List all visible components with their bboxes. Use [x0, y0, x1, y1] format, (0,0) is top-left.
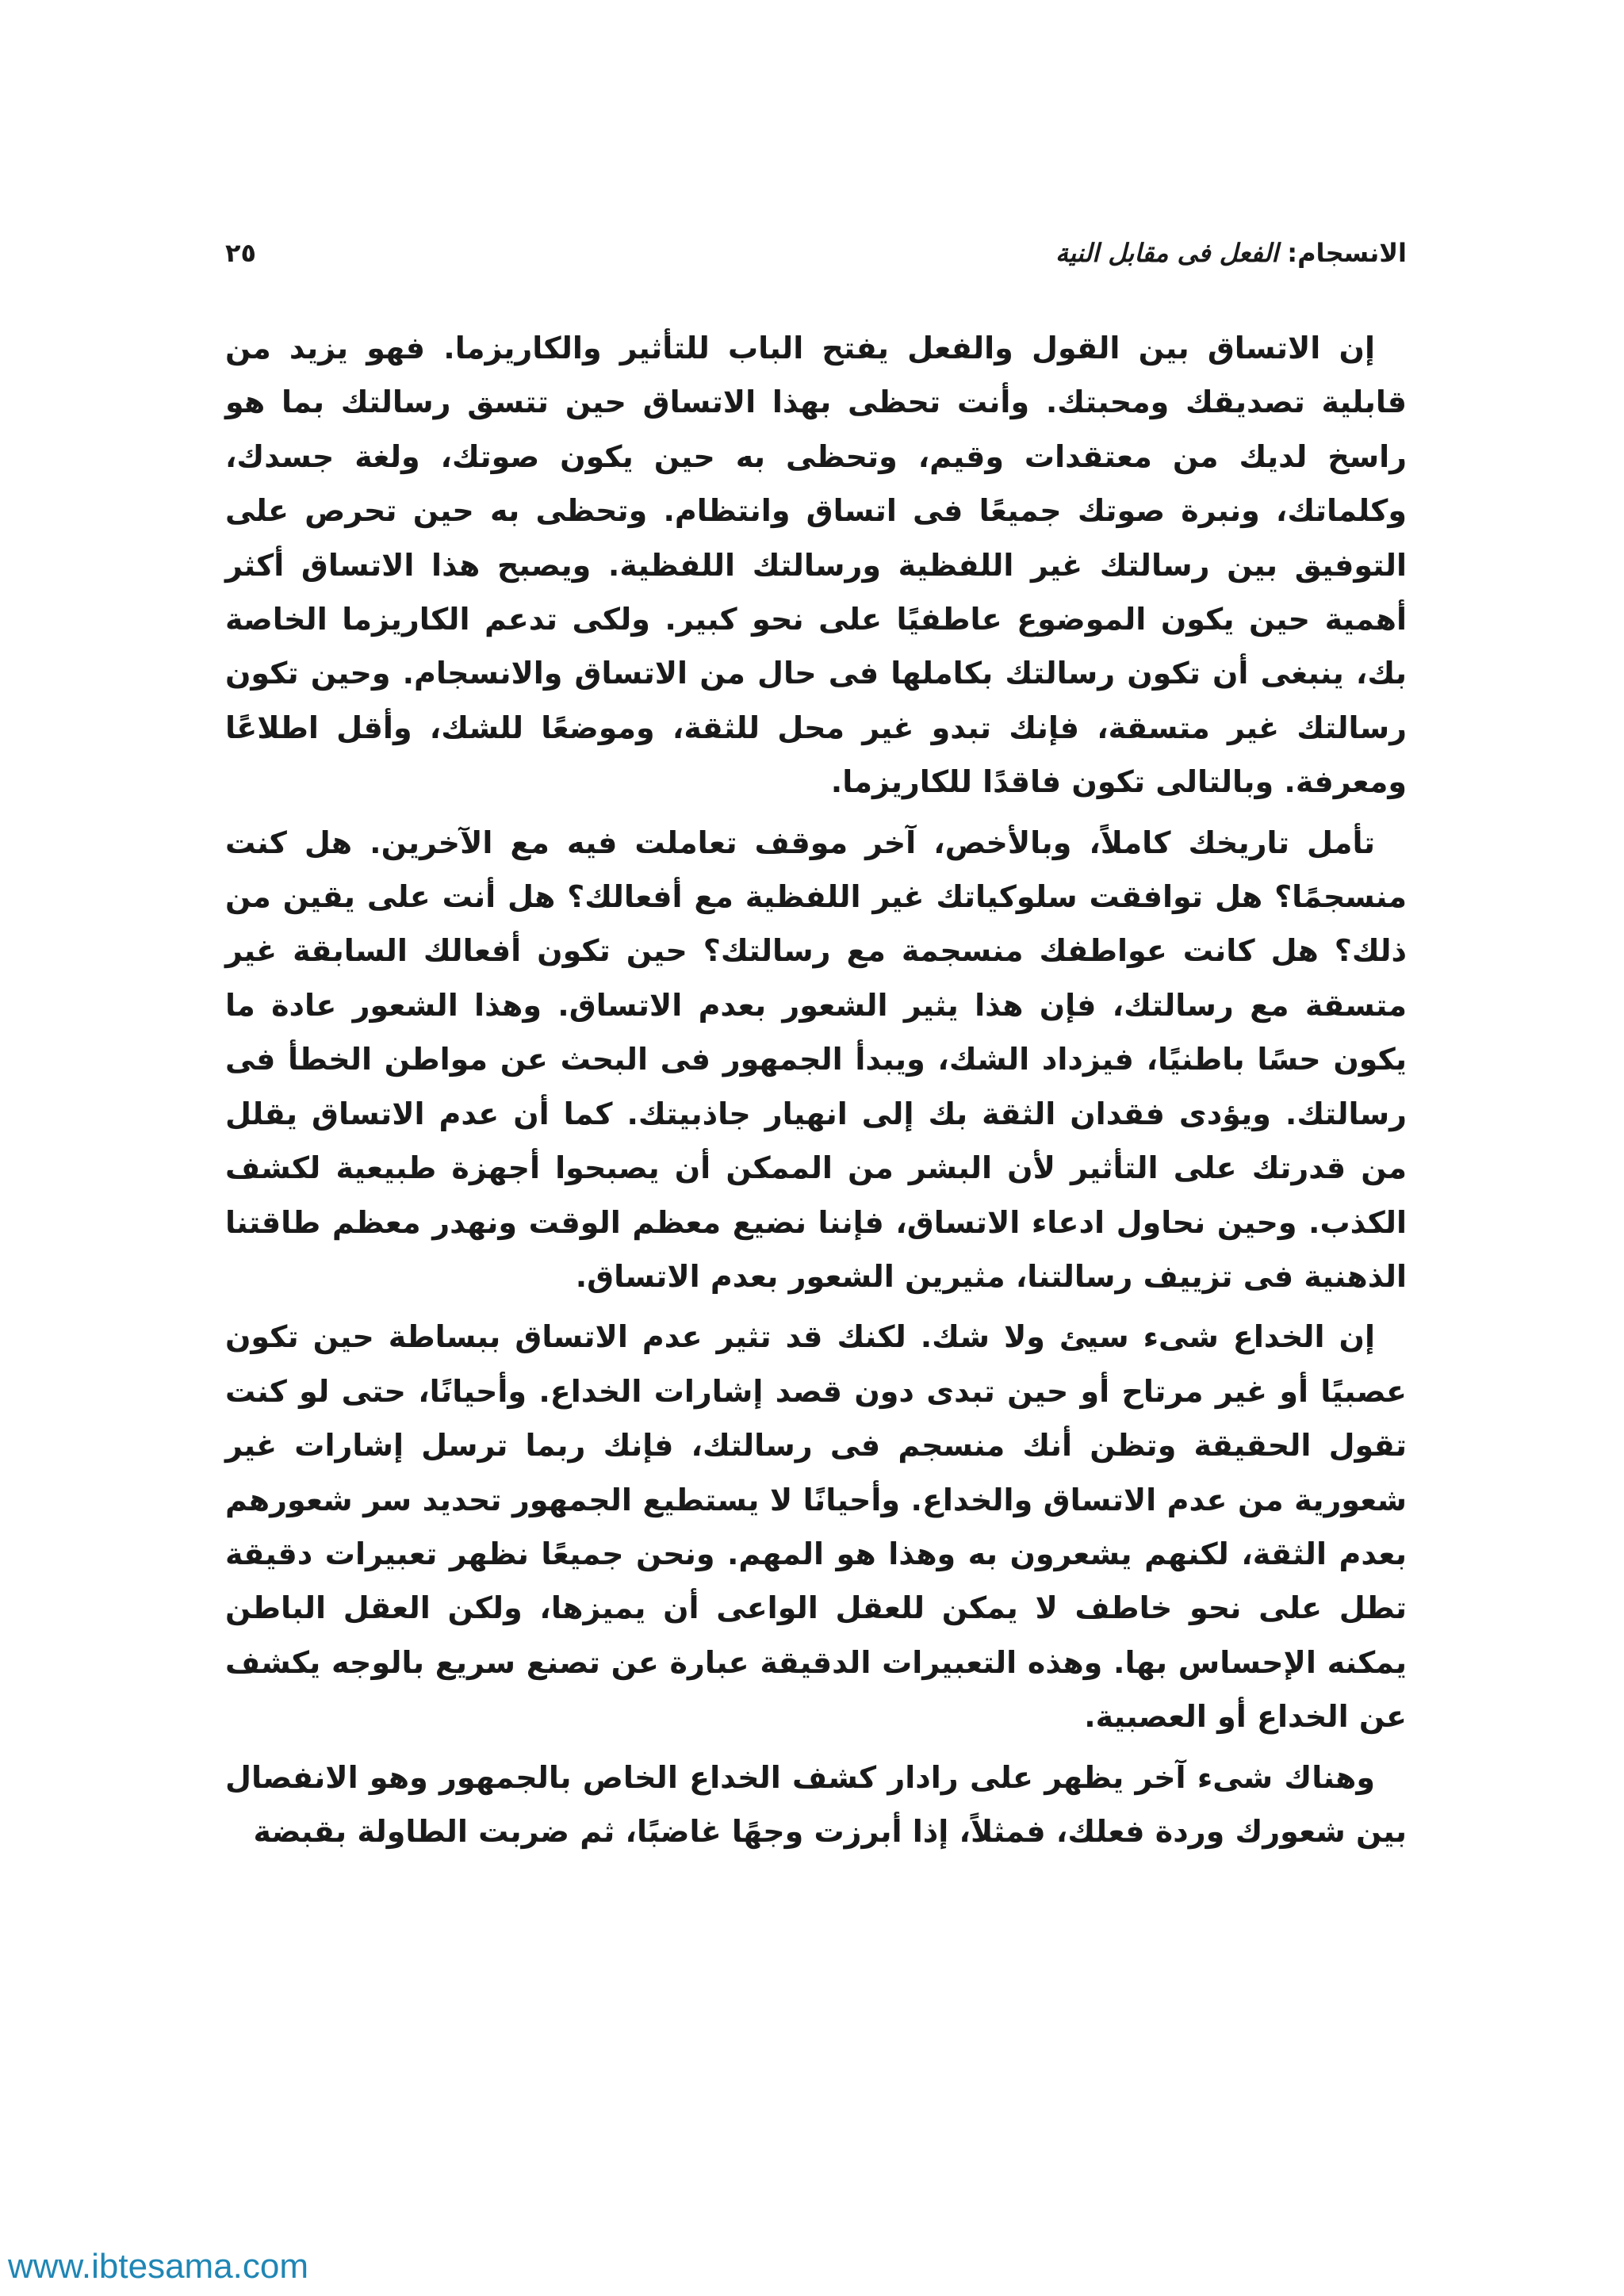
chapter-title [1055, 238, 1407, 268]
footer-website-link[interactable]: www.ibtesama.com [8, 2247, 309, 2286]
chapter-title-subtitle: الفعل فى مقابل النية [1055, 238, 1279, 268]
body-text [225, 321, 1407, 1865]
running-header [225, 238, 1407, 277]
paragraph-2: تأمل تاريخك كاملاً، وبالأخص، آخر موقف تعاملت فيه مع الآخرين. هل كنت منسجمًا؟ هل توافقت سلوكياتك غير اللفظية مع أفعالك؟ هل أنت على يقين من ذلك؟ هل كانت عواطفك منسجمة مع رسالتك؟ حين تكون أفعالك السابقة غير متسقة مع رسالتك، فإن هذا يثير الشعور بعدم الاتساق. وهذا الشعور عادة ما يكون حسًا باطنيًا، فيزداد الشك، ويبدأ الجمهور فى البحث عن مواطن الخطأ فى رسالتك. ويؤدى فقدان الثقة بك إلى انهيار جاذبيتك. كما أن عدم الاتساق يقلل من قدرتك على التأثير لأن البشر من الممكن أن يصبحوا أجهزة طبيعية لكشف الكذب. وحين نحاول ادعاء الاتساق، فإننا نضيع معظم الوقت ونهدر معظم طاقتنا الذهنية فى تزييف رسالتنا، مثيرين الشعور بعدم الاتساق. [225, 825, 1407, 1294]
chapter-title-prefix: الانسجام: [1278, 238, 1407, 268]
paragraph-3: إن الخداع شىء سيئ ولا شك. لكنك قد تثير عدم الاتساق ببساطة حين تكون عصبيًا أو غير مرتاح أو حين تبدى دون قصد إشارات الخداع. وأحيانًا، حتى لو كنت تقول الحقيقة وتظن أنك منسجم فى رسالتك، فإنك ربما ترسل إشارات غير شعورية من عدم الاتساق والخداع. وأحيانًا لا يستطيع الجمهور تحديد سر شعورهم بعدم الثقة، لكنهم يشعرون به وهذا هو المهم. ونحن جميعًا نظهر تعبيرات دقيقة تطل على نحو خاطف لا يمكن للعقل الواعى أن يميزها، ولكن العقل الباطن يمكنه الإحساس بها. وهذه التعبيرات الدقيقة عبارة عن تصنع سريع بالوجه يكشف عن الخداع أو العصبية. [225, 1319, 1407, 1735]
paragraph-1: إن الاتساق بين القول والفعل يفتح الباب للتأثير والكاريزما. فهو يزيد من قابلية تصديقك ومحبتك. وأنت تحظى بهذا الاتساق حين تتسق رسالتك بما هو راسخ لديك من معتقدات وقيم، وتحظى به حين يكون صوتك، ولغة جسدك، وكلماتك، ونبرة صوتك جميعًا فى اتساق وانتظام. وتحظى به حين تحرص على التوفيق بين رسالتك غير اللفظية ورسالتك اللفظية. ويصبح هذا الاتساق أكثر أهمية حين يكون الموضوع عاطفيًا على نحو كبير. ولكى تدعم الكاريزما الخاصة بك، ينبغى أن تكون رسالتك بكاملها فى حال من الاتساق والانسجام. وحين تكون رسالتك غير متسقة، فإنك تبدو غير محل للثقة، وموضعًا للشك، وأقل اطلاعًا ومعرفة. وبالتالى تكون فاقدًا للكاريزما. [225, 331, 1407, 800]
paragraph-4: وهناك شىء آخر يظهر على رادار كشف الخداع الخاص بالجمهور وهو الانفصال بين شعورك وردة فعلك، فمثلاً، إذا أبرزت وجهًا غاضبًا، ثم ضربت الطاولة بقبضة [225, 1759, 1407, 1849]
page-number: ٢٥ [225, 238, 257, 268]
